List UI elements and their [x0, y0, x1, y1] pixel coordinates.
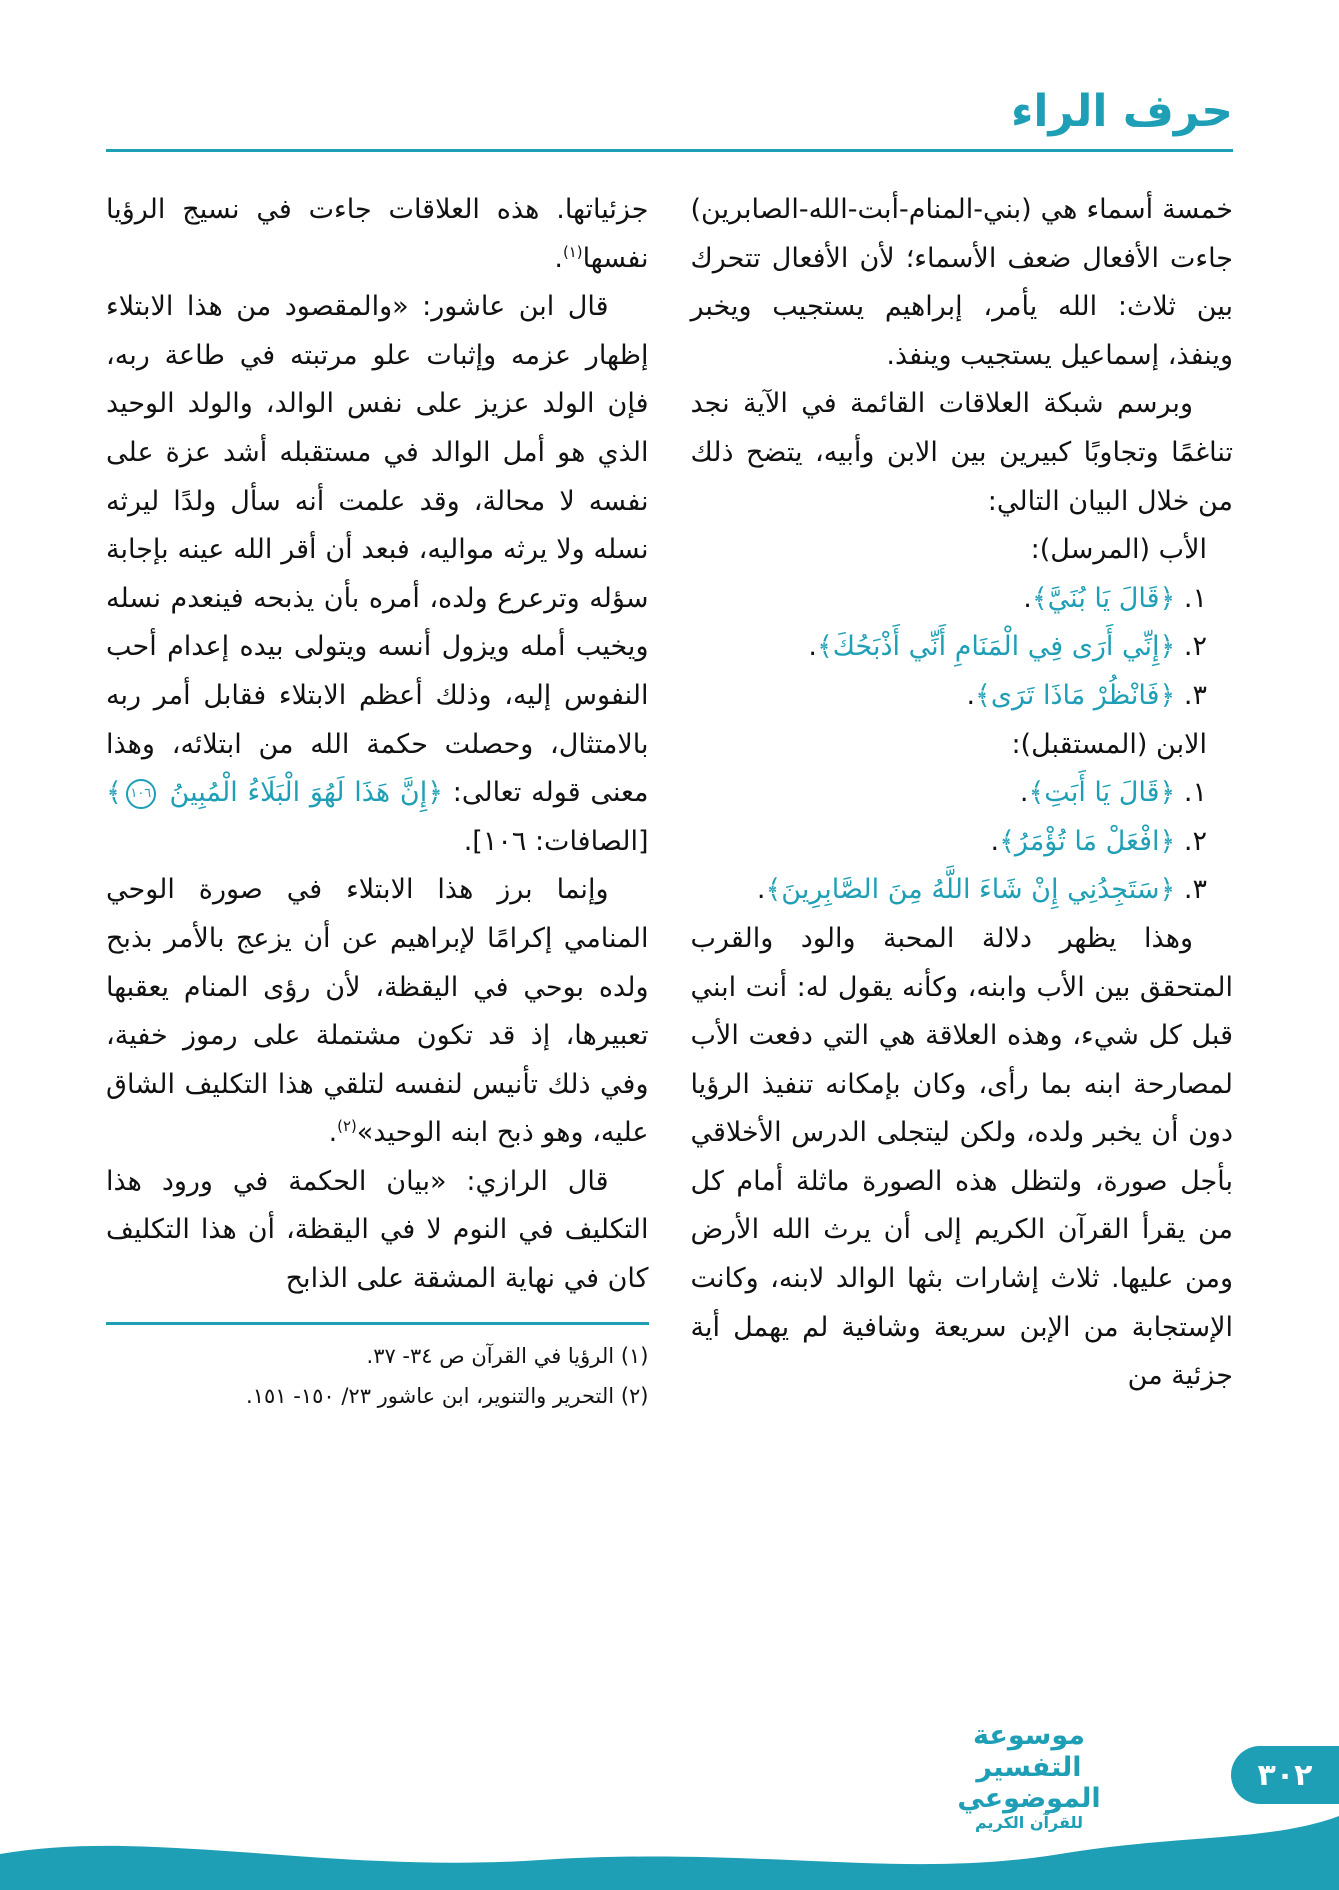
list-item: [691, 623, 1234, 672]
footnote-divider: [106, 1322, 649, 1325]
footnotes: [106, 1337, 649, 1417]
footnote: [106, 1377, 649, 1417]
paragraph: قال الرازي: «بيان الحكمة في ورود هذا التكليف في النوم لا في اليقظة، أن هذا التكليف كان في نهاية المشقة على الذابح: [106, 1165, 649, 1295]
paragraph: [106, 283, 649, 866]
paragraph: [106, 866, 649, 1158]
item-tail: .: [990, 825, 1000, 857]
list-heading-son: الابن (المستقبل):: [1011, 728, 1207, 760]
footnote-number: (١): [620, 1343, 649, 1368]
footnote-ref: (٢): [337, 1117, 357, 1136]
paragraph-text: جزئياتها. هذه العلاقات جاءت في نسيج الرؤيا نفسها: [106, 194, 649, 274]
list-item: [691, 818, 1234, 867]
footnote-text: التحرير والتنوير، ابن عاشور ٢٣/ ١٥٠- ١٥١.: [246, 1383, 615, 1408]
text-columns: [106, 186, 1233, 1416]
item-tail: .: [966, 679, 976, 711]
page-header: [106, 86, 1233, 152]
paragraph: وبرسم شبكة العلاقات القائمة في الآية نجد تناغمًا وتجاوبًا كبيرين بين الابن وأبيه، يتضح ذلك من خلال البيان التالي:: [690, 388, 1233, 517]
footnote-text: الرؤيا في القرآن ص ٣٤- ٣٧.: [366, 1343, 615, 1368]
list-item: [691, 769, 1234, 818]
quran-verse: ﴿فَانْظُرْ مَاذَا تَرَى﴾: [975, 679, 1176, 711]
ayah-number: ١٠٦: [126, 779, 156, 809]
item-number: ٢.: [1175, 825, 1207, 857]
verse-reference: [الصافات: ١٠٦].: [463, 825, 649, 857]
paragraph: وهذا يظهر دلالة المحبة والود والقرب المتحقق بين الأب وابنه، وكأنه يقول له: أنت ابني قبل كل شيء، وهذه العلاقة هي التي دفعت الأب لمصارحة ابنه بما رأى، وكان بإمكانه تنفيذ الرؤيا دون أن يخبر ولده، ولكن ليتجلى الدرس الأخلاقي بأجل صورة، ولتظل هذه الصورة ماثلة أمام كل من يقرأ القرآن الكريم إلى أن يرث الله الأرض ومن عليها. ثلاث إشارات بثها الوالد لابنه، وكانت الإستجابة من الإبن سريعة وشافية لم يهمل أية جزئية من: [690, 922, 1233, 1392]
list-item: [691, 866, 1234, 915]
page-number-badge: ٣٠٢: [1231, 1746, 1339, 1804]
publisher-logo-subtitle: للقرآن الكريم: [974, 1812, 1084, 1832]
item-number: ٢.: [1175, 631, 1207, 663]
footnote: [106, 1337, 649, 1377]
item-number: ١.: [1175, 582, 1207, 614]
right-column: [691, 186, 1234, 1416]
paragraph-tail: .: [554, 242, 563, 274]
quran-verse: ﴿قَالَ يَا أَبَتِ﴾: [1028, 777, 1176, 809]
item-tail: .: [808, 631, 817, 663]
publisher-logo-title: موسوعة التفسير الموضوعي: [957, 1720, 1101, 1814]
paragraph-tail: .: [328, 1117, 338, 1149]
item-tail: .: [756, 874, 766, 906]
quran-verse-close: ﴾: [106, 777, 122, 809]
paragraph-text: وإنما برز هذا الابتلاء في صورة الوحي المنامي إكرامًا لإبراهيم عن أن يزعج بالأمر بذبح ولده بوحي في اليقظة، لأن رؤى المنام يعقبها تعبيرها، إذ قد تكون مشتملة على رموز خفية، وفي ذلك تأنيس لنفسه لتلقي هذا التكليف الشاق عليه، وهو ذبح ابنه الوحيد»: [106, 874, 649, 1149]
item-tail: .: [1023, 582, 1032, 614]
paragraph: خمسة أسماء هي (بني-المنام-أبت-الله-الصابرين) جاءت الأفعال ضعف الأسماء؛ لأن الأفعال تتحرك بين ثلاث: الله يأمر، إبراهيم يستجيب ويخبر وينفذ، إسماعيل يستجيب وينفذ.: [690, 194, 1233, 371]
paragraph-text: قال ابن عاشور: «والمقصود من هذا الابتلاء إظهار عزمه وإثبات علو مرتبته في طاعة ربه، فإن الولد عزيز على نفس الوالد، والولد الوحيد الذي هو أمل الوالد في مستقبله أشد عزة على نفسه لا محالة، وقد علمت أنه سأل ولدًا ليرثه نسله ولا يرثه مواليه، فبعد أن أقر الله عينه بإجابة سؤله وترعرع ولده، أمره بأن يذبحه فينعدم نسله ويخيب أمله ويزول أنسه ويتولى بيده إعدام أحب النفوس إليه، وذلك أعظم الابتلاء فقابل أمر ربه بالامتثال، وحصلت حكمة الله من ابتلائه، وهذا معنى قوله تعالى:: [106, 291, 649, 809]
footer-wave-decoration: [0, 1780, 1339, 1890]
footnote-number: (٢): [620, 1383, 649, 1408]
quran-verse: ﴿إِنِّي أَرَى فِي الْمَنَامِ أَنِّي أَذْبَحُكَ﴾: [816, 631, 1176, 663]
item-tail: .: [1019, 777, 1029, 809]
footnote-ref: (١): [562, 242, 583, 261]
left-column: [106, 186, 649, 1416]
list-heading-father: الأب (المرسل):: [1030, 534, 1207, 566]
quran-verse: ﴿افْعَلْ مَا تُؤْمَرُ﴾: [999, 825, 1176, 857]
paragraph: [106, 186, 649, 283]
quran-verse: ﴿قَالَ يَا بُنَيَّ﴾: [1031, 582, 1176, 614]
chapter-title: حرف الراء: [1010, 86, 1233, 137]
publisher-logo: [924, 1720, 1134, 1832]
item-number: ٣.: [1175, 679, 1207, 711]
header-divider: [106, 149, 1233, 152]
list-item: [691, 575, 1234, 624]
item-number: ١.: [1175, 777, 1207, 809]
quran-verse: ﴿سَتَجِدُنِي إِنْ شَاءَ اللَّهُ مِنَ الصَّابِرِينَ﴾: [765, 874, 1176, 906]
quran-verse: ﴿إِنَّ هَذَا لَهُوَ الْبَلَاءُ الْمُبِينُ: [159, 777, 444, 809]
list-item: [691, 672, 1234, 721]
item-number: ٣.: [1175, 874, 1207, 906]
